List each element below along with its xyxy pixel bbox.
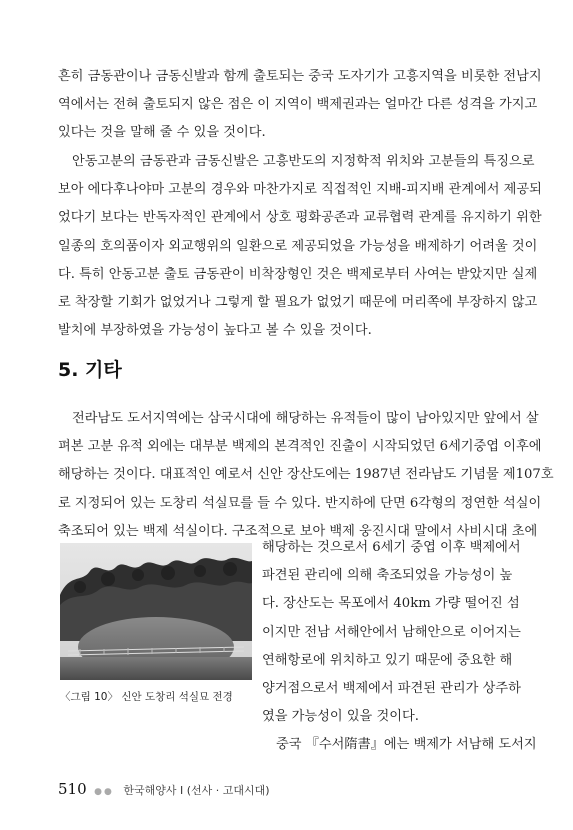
text-line: 안동고분의 금동관과 금동신발은 고흥반도의 지정학적 위치와 고분들의 특징으로 — [72, 154, 535, 169]
text-line: 축조되어 있는 백제 석실이다. 구조적으로 보아 백제 웅진시대 말에서 사비시대 초에 — [58, 523, 538, 539]
text-line: 중국 『수서隋書』에는 백제가 서남해 도서지 — [276, 737, 537, 753]
text-line: 다. 특히 안동고분 출토 금동관이 비착장형인 것은 백제로부터 사여는 받았지만 실제 — [58, 266, 538, 282]
figure-caption: 〈그림 10〉 신안 도창리 석실묘 전경 — [60, 691, 233, 703]
text-line: 연해항로에 위치하고 있기 때문에 중요한 해 — [262, 652, 513, 668]
page-footer — [58, 780, 270, 798]
section-heading: 5. 기타 — [58, 359, 122, 381]
text-line: 펴본 고분 유적 외에는 대부분 백제의 본격적인 진출이 시작되었던 6세기중엽 이후에 — [58, 439, 542, 455]
text-line: 발치에 부장하였을 가능성이 높다고 볼 수 있을 것이다. — [58, 323, 372, 339]
text-line: 일종의 호의품이자 외교행위의 일환으로 제공되었을 가능성을 배제하기 어려울 것이 — [58, 238, 538, 254]
text-line: 이지만 전남 서해안에서 남해안으로 이어지는 — [262, 624, 521, 640]
text-line: 전라남도 도서지역에는 삼국시대에 해당하는 유적들이 많이 남아있지만 앞에서 살 — [72, 411, 539, 426]
text-line: 로 지정되어 있는 도창리 석실묘를 들 수 있다. 반지하에 단면 6각형의 정연한 석실이 — [58, 495, 542, 511]
text-line: 보아 에다후나야마 고분의 경우와 마찬가지로 직접적인 지배-피지배 관계에서 제공되 — [58, 182, 542, 198]
tomb-photo — [60, 543, 252, 680]
text-line: 역에서는 전혀 출토되지 않은 점은 이 지역이 백제권과는 얼마간 다른 성격을 가지고 — [58, 97, 538, 113]
text-line: 었다기 보다는 반독자적인 관계에서 상호 평화공존과 교류협력 관계를 유지하기 위한 — [58, 210, 542, 226]
paragraph-2 — [58, 148, 542, 345]
text-line: 흔히 금동관이나 금동신발과 함께 출토되는 중국 도자기가 고흥지역을 비롯한 전남지 — [58, 69, 542, 84]
text-line: 해당하는 것으로서 6세기 중엽 이후 백제에서 — [262, 540, 521, 555]
paragraph-4 — [262, 534, 537, 760]
text-line: 였을 가능성이 있을 것이다. — [262, 709, 419, 725]
text-line: 다. 장산도는 목포에서 40km 가량 떨어진 섬 — [262, 596, 520, 612]
tomb-photo-illustration — [60, 543, 252, 680]
text-line: 로 착장할 기회가 없었거나 그렇게 할 필요가 없었기 때문에 머리쪽에 부장하지 않고 — [58, 295, 538, 311]
text-line: 양거점으로서 백제에서 파견된 관리가 상주하 — [262, 681, 521, 697]
footer-dots: ●● — [94, 787, 114, 797]
text-line: 해당하는 것이다. 대표적인 예로서 신안 장산도에는 1987년 전라남도 기념물 제107호 — [58, 467, 554, 483]
book-title: 한국해양사 Ⅰ (선사 · 고대시대) — [123, 784, 270, 797]
paragraph-1 — [58, 63, 542, 148]
paragraph-3 — [58, 405, 554, 546]
text-line: 파견된 관리에 의해 축조되었을 가능성이 높 — [262, 568, 513, 584]
text-line: 있다는 것을 말해 줄 수 있을 것이다. — [58, 125, 266, 141]
page-number: 510 — [58, 780, 87, 798]
